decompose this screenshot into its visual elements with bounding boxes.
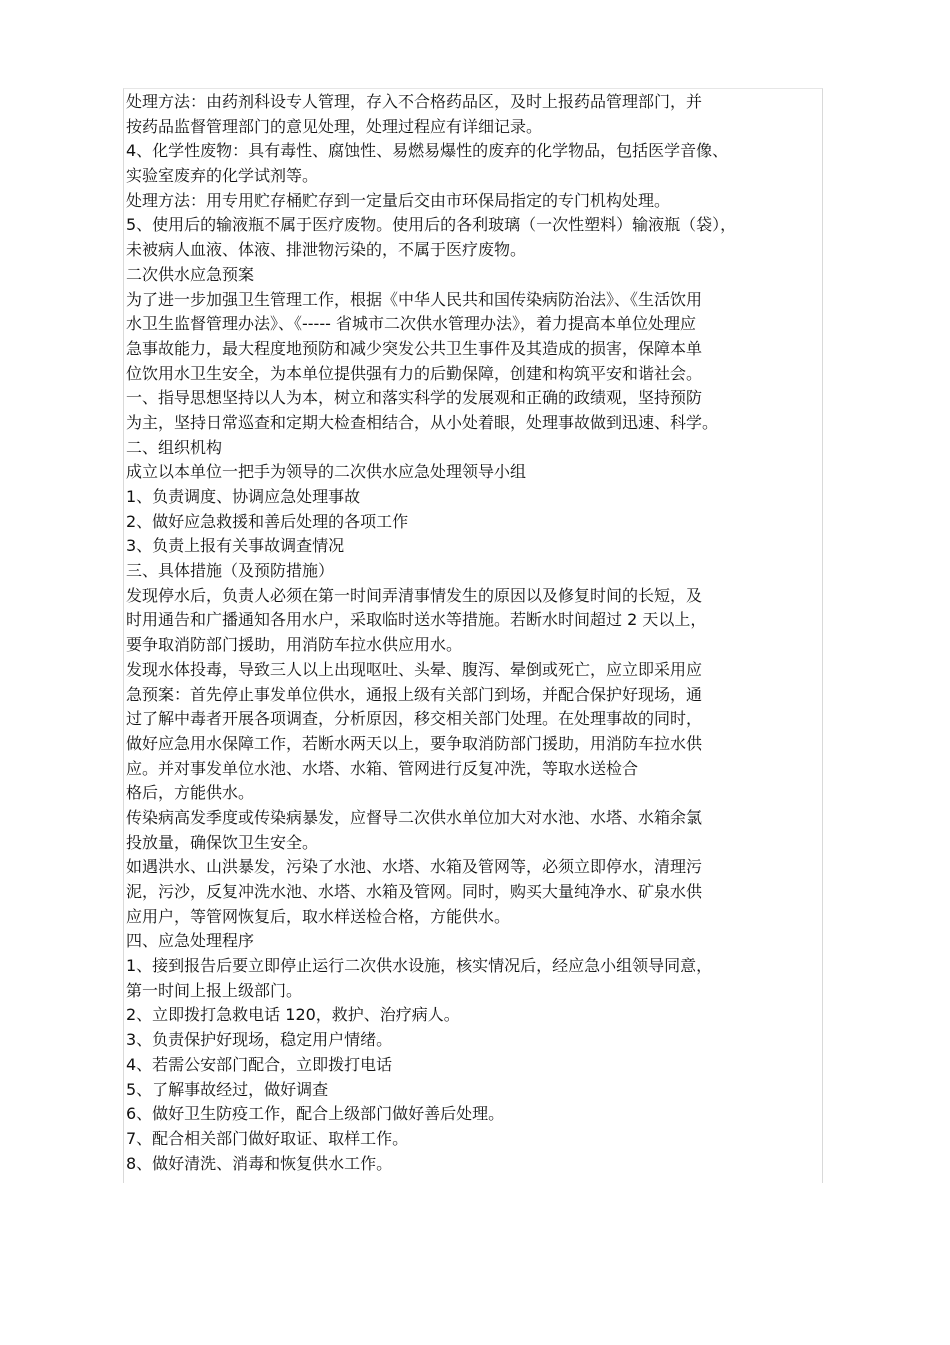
list-item: 2、立即拨打急救电话 120，救护、治疗病人。: [126, 1005, 460, 1025]
text-line: 4、化学性废物：具有毒性、腐蚀性、易燃易爆性的废弃的化学物品，包括医学音像、: [126, 141, 729, 161]
text-line: 为主，坚持日常巡查和定期大检查相结合，从小处着眼，处理事故做到迅速、科学。: [126, 412, 719, 432]
text-line: 急事故能力，最大程度地预防和减少突发公共卫生事件及其造成的损害，保障本单: [126, 338, 703, 358]
text-line: 急预案：首先停止事发单位供水，通报上级有关部门到场，并配合保护好现场，通: [126, 684, 703, 704]
text-line: 格后，方能供水。: [126, 783, 255, 803]
text-line: 投放量，确保饮卫生安全。: [126, 832, 319, 852]
text-line: 要争取消防部门援助，用消防车拉水供应用水。: [126, 635, 463, 655]
text-line: 处理方法：由药剂科设专人管理，存入不合格药品区，及时上报药品管理部门，并: [126, 92, 703, 111]
text-line: 应用户，等管网恢复后，取水样送检合格，方能供水。: [126, 906, 511, 926]
section-title: 二次供水应急预案: [126, 264, 255, 284]
text-line: 处理方法：用专用贮存桶贮存到一定量后交由市环保局指定的专门机构处理。: [126, 190, 671, 210]
document-body: [126, 90, 821, 1176]
text-line: 位饮用水卫生安全，为本单位提供强有力的后勤保障，创建和构筑平安和谐社会。: [126, 363, 703, 383]
text-line: 发现水体投毒，导致三人以上出现呕吐、头晕、腹泻、晕倒或死亡，应立即采用应: [126, 659, 703, 679]
text-line: 第一时间上报上级部门。: [126, 980, 303, 1000]
list-item: 8、做好清洗、消毒和恢复供水工作。: [126, 1153, 393, 1173]
list-item: 1、负责调度、协调应急处理事故: [126, 487, 361, 506]
text-line: 泥，污沙，反复冲洗水池、水塔、水箱及管网。同时，购买大量纯净水、矿泉水供: [126, 882, 703, 901]
section-heading: 四、应急处理程序: [126, 931, 255, 951]
text-line: 实验室废弃的化学试剂等。: [126, 166, 319, 186]
text-line: 时用通告和广播通知各用水户，采取临时送水等措施。若断水时间超过 2 天以上，: [126, 610, 707, 630]
text-line: 做好应急用水保障工作，若断水两天以上，要争取消防部门援助，用消防车拉水供: [126, 733, 703, 753]
list-item: 5、了解事故经过，做好调查: [126, 1079, 329, 1099]
text-line: 水卫生监督管理办法》、《----- 省城市二次供水管理办法》，着力提高本单位处理应: [126, 314, 696, 334]
list-item: 6、做好卫生防疫工作，配合上级部门做好善后处理。: [126, 1104, 505, 1124]
text-line: 一、指导思想坚持以人为本，树立和落实科学的发展观和正确的政绩观，坚持预防: [126, 388, 703, 408]
list-item: 1、接到报告后要立即停止运行二次供水设施，核实情况后，经应急小组领导同意，: [126, 956, 713, 976]
list-item: 4、若需公安部门配合，立即拨打电话: [126, 1054, 393, 1074]
text-line: 未被病人血液、体液、排泄物污染的，不属于医疗废物。: [126, 240, 527, 260]
text-line: 应。并对事发单位水池、水塔、水箱、管网进行反复冲洗，等取水送检合: [126, 758, 639, 778]
list-item: 7、配合相关部门做好取证、取样工作。: [126, 1128, 409, 1148]
section-heading: 二、组织机构: [126, 437, 223, 457]
text-line: 过了解中毒者开展各项调查，分析原因，移交相关部门处理。在处理事故的同时，: [126, 709, 703, 729]
text-line: 按药品监督管理部门的意见处理，处理过程应有详细记录。: [126, 116, 543, 136]
text-line: 成立以本单位一把手为领导的二次供水应急处理领导小组: [126, 462, 527, 482]
list-item: 3、负责保护好现场，稳定用户情绪。: [126, 1030, 393, 1050]
text-line: 发现停水后，负责人必须在第一时间弄清事情发生的原因以及修复时间的长短，及: [126, 585, 703, 605]
text-line: 5、使用后的输液瓶不属于医疗废物。使用后的各利玻璃（一次性塑料）输液瓶（袋），: [126, 215, 737, 235]
text-line: 为了进一步加强卫生管理工作，根据《中华人民共和国传染病防治法》、《生活饮用: [126, 289, 703, 309]
section-heading: 三、具体措施（及预防措施）: [126, 561, 335, 581]
list-item: 3、负责上报有关事故调查情况: [126, 536, 345, 556]
text-line: 如遇洪水、山洪暴发，污染了水池、水塔、水箱及管网等，必须立即停水，清理污: [126, 857, 703, 877]
list-item: 2、做好应急救援和善后处理的各项工作: [126, 511, 409, 531]
text-line: 传染病高发季度或传染病暴发，应督导二次供水单位加大对水池、水塔、水箱余氯: [126, 807, 703, 827]
